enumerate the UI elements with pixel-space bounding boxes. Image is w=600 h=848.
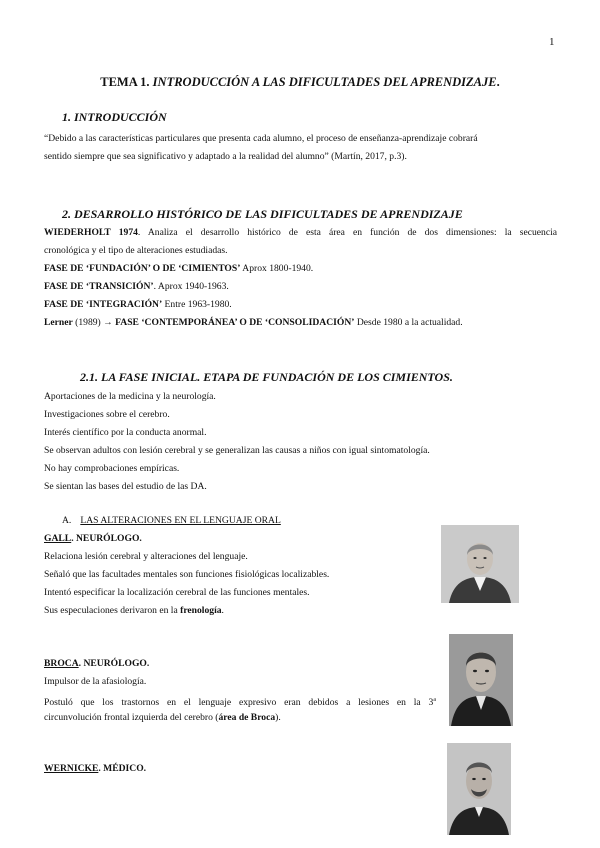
list-item: Aportaciones de la medicina y la neurología. (44, 391, 216, 402)
wiederholt-line2: cronológica y el tipo de alteraciones estudiadas. (44, 245, 228, 256)
broca-area: área de Broca (218, 712, 276, 723)
wiederholt-author: WIEDERHOLT 1974 (44, 227, 138, 238)
broca-line3-text: circunvolución frontal izquierda del cerebro ( (44, 712, 219, 723)
gall-name: GALL (44, 533, 72, 544)
broca-line2-text: Postuló que los trastornos en el lenguaje expresivo eran debidos a lesiones en la 3 (44, 697, 434, 709)
phase3 (44, 296, 232, 314)
gall-line: Señaló que las facultades mentales son funciones fisiológicas localizables. (44, 569, 330, 580)
phase1 (44, 260, 313, 278)
phase2 (44, 278, 229, 296)
broca-line3 (44, 709, 281, 727)
broca-portrait (449, 634, 513, 726)
broca-role: . NEURÓLOGO. (78, 658, 150, 669)
list-item: Se observan adultos con lesión cerebral y se generalizan las causas a niños con igual sintomatología. (44, 445, 430, 456)
phase3-name: FASE DE ‘INTEGRACIÓN’ (44, 299, 163, 310)
list-item: Se sientan las bases del estudio de las DA. (44, 481, 207, 492)
page-number: 1 (549, 36, 555, 48)
gall-line: Intentó especificar la localización cerebral de las funciones mentales. (44, 587, 310, 598)
wernicke-name: WERNICKE (44, 763, 99, 774)
wernicke-title (44, 760, 146, 778)
section21-heading: 2.1. LA FASE INICIAL. ETAPA DE FUNDACIÓN DE LOS CIMIENTOS. (80, 370, 453, 384)
page-title (0, 75, 600, 90)
phase1-name: FASE DE ‘FUNDACIÓN’ O DE ‘CIMIENTOS’ (44, 263, 241, 274)
subsection-a-letter: A. (62, 515, 72, 526)
gall-line: Relaciona lesión cerebral y alteraciones del lenguaje. (44, 551, 248, 562)
wernicke-role: . MÉDICO. (98, 763, 147, 774)
broca-line2-sup: a (433, 697, 436, 703)
title-prefix: TEMA 1. (100, 75, 153, 89)
wiederholt-line1 (44, 224, 557, 242)
gall-frenologia: frenología (180, 605, 222, 616)
lerner-phase: FASE ‘CONTEMPORÁNEA’ O DE ‘CONSOLIDACIÓN’ (112, 317, 355, 328)
broca-line1: Impulsor de la afasiología. (44, 676, 147, 687)
gall-role: . NEURÓLOGO. (71, 533, 142, 544)
phase2-dates: . Aprox 1940-1963. (153, 281, 229, 292)
broca-line3-end: ). (275, 712, 281, 723)
lerner-line (44, 314, 463, 332)
list-item: Investigaciones sobre el cerebro. (44, 409, 170, 420)
list-item: No hay comprobaciones empíricas. (44, 463, 180, 474)
phase3-dates: Entre 1963-1980. (162, 299, 232, 310)
section1-quote-line1: “Debido a las características particulares que presenta cada alumno, el proceso de enseñanza-aprendizaje cobrará (44, 133, 478, 144)
title-end: . (496, 75, 500, 89)
arrow-icon: → (103, 317, 113, 328)
gall-last-text: Sus especulaciones derivaron en la (44, 605, 181, 616)
lerner-author: Lerner (44, 317, 73, 328)
broca-name: BROCA (44, 658, 79, 669)
section1-heading: 1. INTRODUCCIÓN (62, 110, 167, 124)
list-item: Interés científico por la conducta anormal. (44, 427, 207, 438)
lerner-dates: Desde 1980 a la actualidad. (354, 317, 463, 328)
lerner-year: (1989) (72, 317, 104, 328)
section1-quote-line2: sentido siempre que sea significativo y adaptado a la realidad del alumno” (Martín, 2017, p.3). (44, 151, 407, 162)
broca-title (44, 655, 149, 673)
phase2-name: FASE DE ‘TRANSICIÓN’ (44, 281, 154, 292)
gall-last-end: . (221, 605, 224, 616)
subsection-a-heading (62, 512, 281, 530)
gall-portrait (441, 525, 519, 603)
subsection-a-title: LAS ALTERACIONES EN EL LENGUAJE ORAL (80, 515, 281, 526)
section2-heading: 2. DESARROLLO HISTÓRICO DE LAS DIFICULTADES DE APRENDIZAJE (62, 207, 463, 221)
wiederholt-text: . Analiza el desarrollo histórico de esta área en función de dos dimensiones: la secuencia (137, 227, 557, 238)
wernicke-portrait (447, 743, 511, 835)
title-rest: INTRODUCCIÓN A LAS DIFICULTADES DEL APRENDIZAJE (152, 75, 497, 89)
gall-last-line (44, 602, 224, 620)
gall-title (44, 530, 142, 548)
phase1-dates: Aprox 1800-1940. (240, 263, 314, 274)
